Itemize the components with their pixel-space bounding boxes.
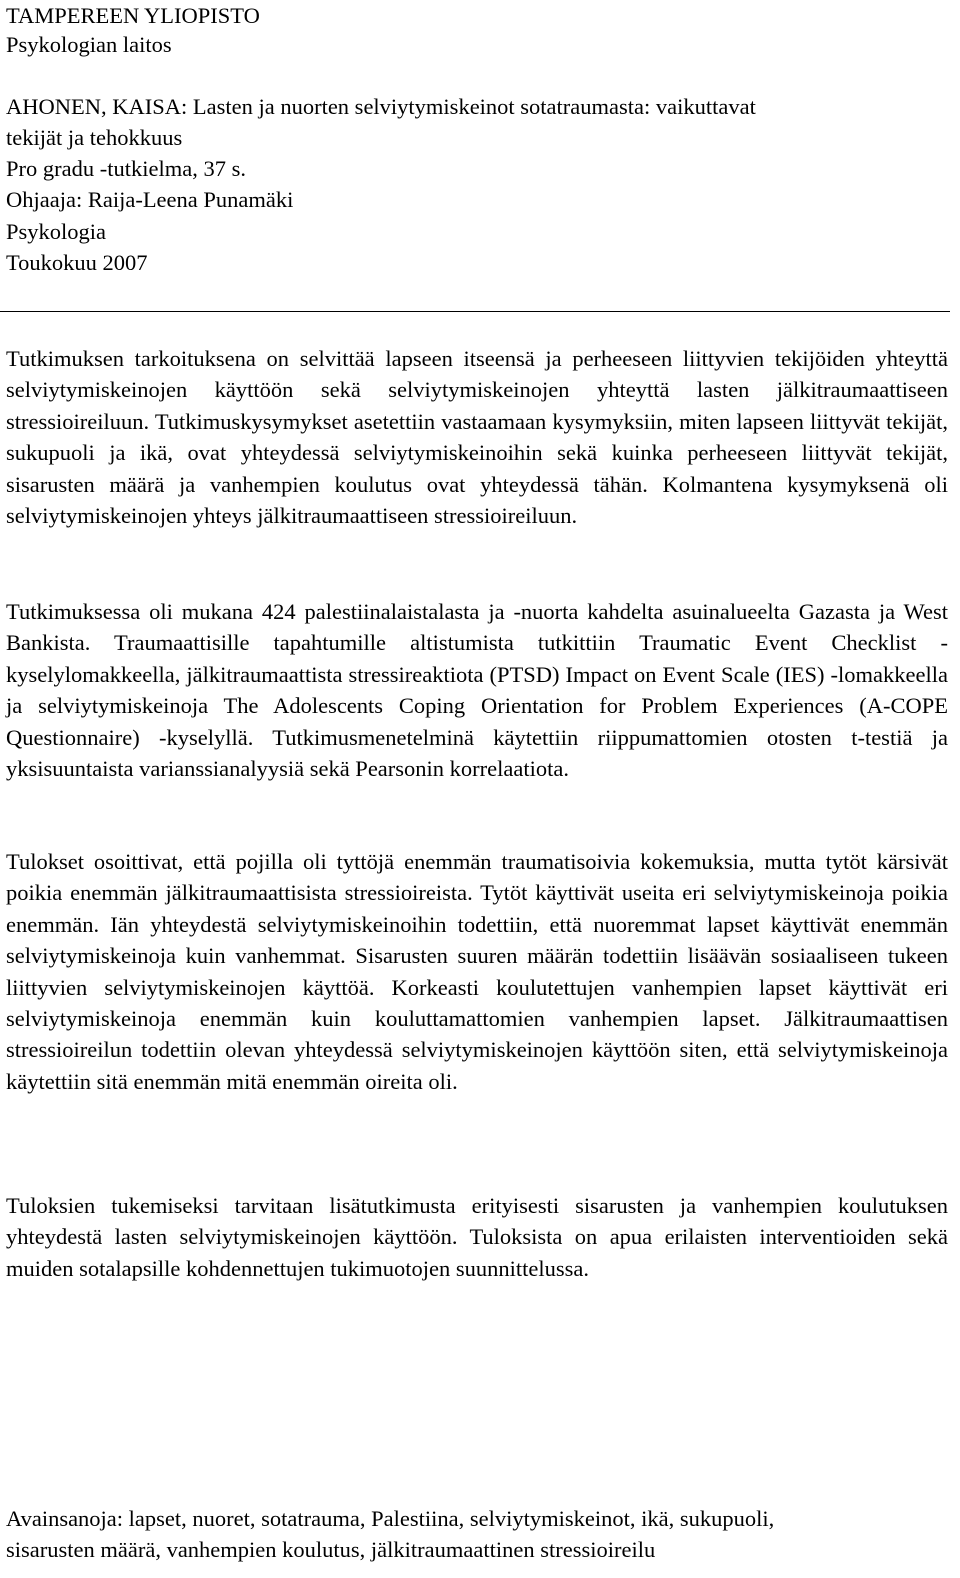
- keywords-line-2: sisarusten määrä, vanhempien koulutus, jälkitraumaattinen stressioireilu: [6, 1537, 656, 1563]
- abstract-paragraph-1: Tutkimuksen tarkoituksena on selvittää lapseen itseensä ja perheeseen liittyvien tekijöiden yhteyttä selviytymiskeinojen käyttöön sekä selviytymiskeinojen yhteyttä lasten jälkitraumaattiseen stressioireiluun. Tutkimuskysymykset asetettiin vastaamaan kysymyksiin, miten lapseen liittyvät tekijät, sukupuoli ja ikä, ovat yhteydessä selviytymiskeinoihin sekä kuinka perheeseen liittyvät tekijät, sisarusten määrä ja vanhempien koulutus ovat yhteydessä tähän. Kolmantena kysymyksenä oli selviytymiskeinojen yhteys jälkitraumaattiseen stressioireiluun.: [6, 346, 948, 529]
- subject: Psykologia: [6, 219, 107, 244]
- abstract-paragraph-3: Tulokset osoittivat, että pojilla oli tyttöjä enemmän traumatisoivia kokemuksia, mutta tytöt kärsivät poikia enemmän jälkitraumaattisista stressioireista. Tytöt käyttivät useita eri selviytymiskeinoja poikia enemmän. Iän yhteydestä selviytymiskeinoihin todettiin, että nuoremmat lapset käyttivät enemmän selviytymiskeinoja kuin vanhemmat. Sisarusten suuren määrän todettiin lisäävän sosiaaliseen tukeen liittyvien selviytymiskeinojen käyttöä. Korkeasti koulutettujen vanhempien lapset käyttivät eri selviytymiskeinoja enemmän kuin kouluttamattomien vanhempien lapset. Jälkitraumaattisen stressioireilun todettiin olevan yhteydessä selviytymiskeinojen käyttöön siten, että selviytymiskeinoja käytettiin sitä enemmän mitä enemmän oireita oli.: [6, 849, 948, 1094]
- author-title-line-2: tekijät ja tehokkuus: [6, 125, 183, 150]
- department-name: Psykologian laitos: [6, 32, 172, 57]
- thesis-type: Pro gradu -tutkielma, 37 s.: [6, 156, 246, 181]
- date: Toukokuu 2007: [6, 250, 148, 275]
- header-divider: [0, 311, 950, 312]
- supervisor: Ohjaaja: Raija-Leena Punamäki: [6, 187, 294, 212]
- keywords: [6, 1503, 948, 1566]
- abstract-paragraph-2: Tutkimuksessa oli mukana 424 palestiinalaistalasta ja -nuorta kahdelta asuinalueelta Gazasta ja West Bankista. Traumaattisille tapahtumille altistumista tutkittiin Traumatic Event Checklist -kyselylomakkeella, jälkitraumaattista stressireaktiota (PTSD) Impact on Event Scale (IES) -lomakkeella ja selviytymiskeinoja The Adolescents Coping Orientation for Problem Experiences (A-COPE Questionnaire) -kyselyllä. Tutkimusmenetelminä käytettiin riippumattomien otosten t-testiä ja yksisuuntaista varianssianalyysiä sekä Pearsonin korrelaatiota.: [6, 599, 948, 782]
- author-title-line-1: AHONEN, KAISA: Lasten ja nuorten selviytymiskeinot sotatraumasta: vaikuttavat: [6, 94, 756, 119]
- abstract-paragraph-4: Tuloksien tukemiseksi tarvitaan lisätutkimusta erityisesti sisarusten ja vanhempien koulutuksen yhteydestä lasten selviytymiskeinojen käyttöön. Tuloksista on apua erilaisten interventioiden sekä muiden sotalapsille kohdennettujen tukimuotojen suunnittelussa.: [6, 1193, 948, 1281]
- keywords-line-1: Avainsanoja: lapset, nuoret, sotatrauma, Palestiina, selviytymiskeinot, ikä, sukupuoli,: [6, 1506, 775, 1531]
- university-name: TAMPEREEN YLIOPISTO: [6, 3, 260, 28]
